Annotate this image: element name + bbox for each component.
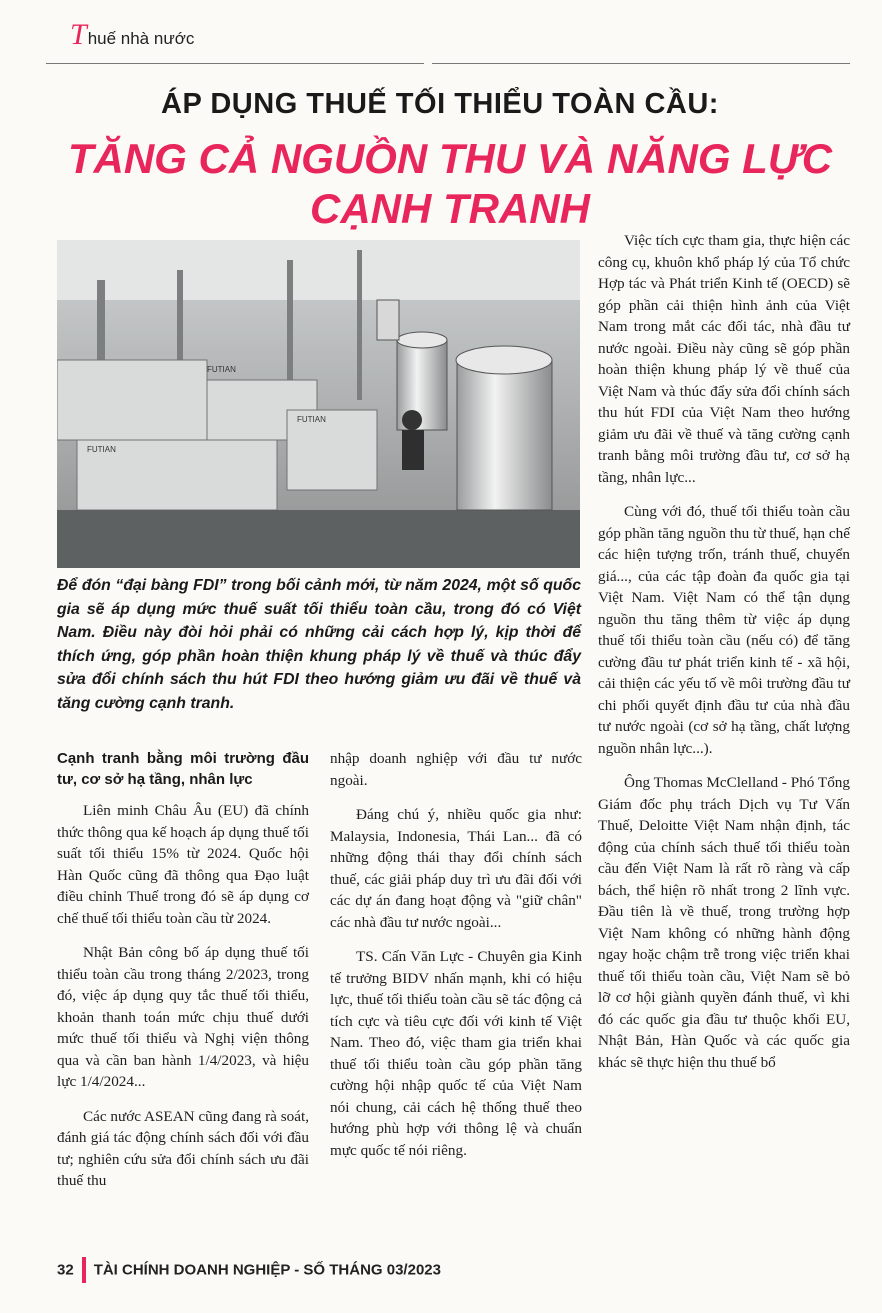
paragraph: Các nước ASEAN cũng đang rà soát, đánh giá tác động chính sách đối với đầu tư; nghiên cứu sửa đổi chính sách ưu đãi thuế thu — [57, 1107, 309, 1189]
footer-divider — [82, 1257, 86, 1283]
column-2 — [330, 748, 582, 1174]
photo-sign: FUTIAN — [207, 365, 236, 374]
photo-sign: FUTIAN — [87, 445, 116, 454]
paragraph: Việc tích cực tham gia, thực hiện các công cụ, khuôn khổ pháp lý của Tổ chức Hợp tác và Phát triển Kinh tế (OECD) sẽ góp phần cải thiện hình ảnh của Việt Nam trong mắt các đối tác, nhà đầu tư nước ngoài. Điều này cũng sẽ góp phần hoàn thiện khung pháp lý về thuế của Việt Nam và thúc đẩy sửa đổi chính sách thu hút FDI của Việt Nam theo hướng giảm ưu đãi về thuế và tăng cường cạnh tranh bằng môi trường đầu tư, cơ sở hạ tầng, nhân lực... — [598, 232, 850, 486]
section-initial: T — [70, 18, 87, 51]
article-headline: TĂNG CẢ NGUỒN THU VÀ NĂNG LỰC CẠNH TRANH — [67, 135, 833, 232]
photo-sign: FUTIAN — [297, 415, 326, 424]
column-3 — [598, 230, 850, 1086]
page-number: 32 — [57, 1261, 74, 1279]
header-rule — [46, 63, 424, 64]
column-1 — [57, 748, 309, 1205]
paragraph: TS. Cấn Văn Lực - Chuyên gia Kinh tế trưởng BIDV nhấn mạnh, khi có hiệu lực, thuế tối thiểu toàn cầu sẽ tác động cả tích cực và tiêu cực đối với kinh tế Việt Nam. Theo đó, việc tham gia triển khai thuế tối thiểu toàn cầu góp phần tăng cường hội nhập quốc tế của Việt Nam nói chung, cải cách hệ thống thuế theo hướng phù hợp với thông lệ và chuẩn mực quốc tế nói riêng. — [330, 948, 582, 1159]
paragraph: Nhật Bản công bố áp dụng thuế tối thiểu toàn cầu trong tháng 2/2023, trong đó, việc áp dụng quy tắc thuế tối thiểu, khoản thanh toán mức chịu thuế dưới mức thuế tối thiểu và Nghị viện thông qua và cần ban hành 1/4/2023, và hiệu lực 1/4/2024... — [57, 944, 309, 1090]
paragraph: Liên minh Châu Âu (EU) đã chính thức thông qua kế hoạch áp dụng thuế tối suất tối thiểu 15% từ 2024. Quốc hội Hàn Quốc cũng đã thông qua Đạo luật điều chỉnh Thuế trong đó sẽ áp dụng cơ chế thuế tối thiểu toàn cầu từ 2024. — [57, 802, 309, 927]
header-rule-right — [432, 63, 850, 64]
publication-name: TÀI CHÍNH DOANH NGHIỆP - SỐ THÁNG 03/2023 — [93, 1261, 441, 1279]
section-label — [70, 18, 194, 52]
section-subhead: Cạnh tranh bằng môi trường đầu tư, cơ sở hạ tầng, nhân lực — [57, 750, 309, 788]
paragraph: Ông Thomas McClelland - Phó Tổng Giám đốc phụ trách Dịch vụ Tư Vấn Thuế, Deloitte Việt Nam nhận định, tác động của chính sách thuế tối thiểu toàn cầu đến Việt Nam là rất rõ ràng và cấp bách, thể hiện rõ nhất trong 2 lĩnh vực. Đầu tiên là về thuế, trong trường hợp Việt Nam không có những hành động ngay hoặc chậm trễ trong việc triển khai thuế tối thiểu toàn cầu, Việt Nam sẽ bỏ lỡ cơ hội giành quyền đánh thuế, vì khi đó các quốc gia đầu tư thuộc khối EU, Nhật Bản, Hàn Quốc và các quốc gia khác sẽ thực hiện thu thuế bổ — [598, 774, 850, 1071]
lead-paragraph: Để đón “đại bàng FDI” trong bối cảnh mới, từ năm 2024, một số quốc gia sẽ áp dụng mức thuế suất tối thiểu toàn cầu, trong đó có Việt Nam. Điều này đòi hỏi phải có những cải cách hợp lý, kịp thời để thích ứng, góp phần hoàn thiện khung pháp lý về thuế và thúc đẩy sửa đổi chính sách thu hút FDI theo hướng giảm ưu đãi về thuế và tăng cường cạnh tranh. — [57, 577, 581, 712]
paragraph: Đáng chú ý, nhiều quốc gia như: Malaysia, Indonesia, Thái Lan... đã có những động thái thay đổi chính sách thuế, các giải pháp duy trì ưu đãi đối với các dự án đang hoạt động và "giữ chân" các nhà đầu tư nước ngoài... — [330, 806, 582, 931]
article-kicker: ÁP DỤNG THUẾ TỐI THIỂU TOÀN CẦU: — [161, 88, 719, 120]
page-footer — [57, 1257, 441, 1285]
factory-photo — [57, 240, 580, 568]
section-name: huế nhà nước — [87, 29, 195, 48]
paragraph: nhập doanh nghiệp với đầu tư nước ngoài. — [330, 750, 582, 789]
paragraph: Cùng với đó, thuế tối thiểu toàn cầu góp phần tăng nguồn thu từ thuế, hạn chế các hiện tượng trốn, tránh thuế, chuyển giá..., của các tập đoàn đa quốc gia tại Việt Nam. Việt Nam có thể tận dụng nguồn thu tăng thêm từ việc áp dụng thuế tối thiểu toàn cầu (nếu có) để tăng cường đầu tư phát triển kinh tế - xã hội, cải thiện các yếu tố về môi trường đầu tư chi phối quyết định đầu tư của nhà đầu tư nước ngoài (cơ sở hạ tầng, chất lượng nguồn nhân lực...). — [598, 503, 850, 757]
